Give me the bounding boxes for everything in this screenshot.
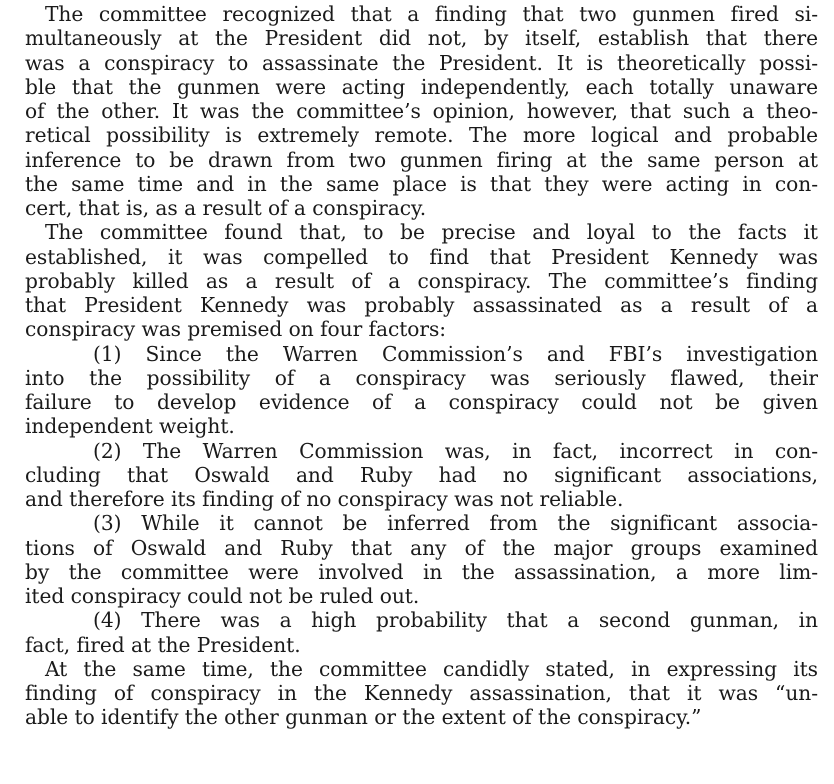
text-line: failure to develop evidence of a conspiracy could not be given	[25, 390, 818, 414]
list-item-factor-2	[25, 439, 818, 512]
text-line: established, it was compelled to find that President Kennedy was	[25, 244, 818, 269]
paragraph-two-gunmen	[25, 2, 818, 220]
text-line: that President Kennedy was probably assassinated as a result of a	[25, 293, 818, 317]
list-item-factor-1	[25, 342, 818, 439]
text-line: probably killed as a result of a conspiracy. The committee’s finding	[25, 268, 818, 293]
text-line: (2) The Warren Commission was, in fact, incorrect in con-	[93, 438, 818, 463]
text-line: by the committee were involved in the assassination, a more lim-	[25, 559, 818, 584]
text-line: (3) While it cannot be inferred from the significant associa-	[93, 511, 818, 536]
text-line: multaneously at the President did not, by itself, establish that there	[25, 26, 818, 51]
text-line: retical possibility is extremely remote. The more logical and probable	[25, 123, 818, 148]
text-line: (4) There was a high probability that a second gunman, in	[93, 608, 818, 633]
text-line: The committee recognized that a finding that two gunmen fired si-	[45, 2, 818, 26]
paragraph-candidly-stated	[25, 657, 818, 730]
text-line: At the same time, the committee candidly stated, in expressing its	[45, 656, 818, 681]
text-line: into the possibility of a conspiracy was seriously flawed, their	[25, 365, 818, 390]
text-line: cert, that is, as a result of a conspiracy.	[25, 196, 427, 220]
text-line: of the other. It was the committee’s opinion, however, that such a theo-	[25, 99, 818, 123]
text-line: finding of conspiracy in the Kennedy assassination, that it was “un-	[25, 681, 818, 705]
text-line: and therefore its finding of no conspiracy was not reliable.	[25, 487, 624, 511]
paragraph-committee-finding	[25, 220, 818, 341]
text-line: independent weight.	[25, 414, 235, 439]
text-line: tions of Oswald and Ruby that any of the major groups examined	[25, 535, 818, 560]
text-line: cluding that Oswald and Ruby had no significant associations,	[25, 462, 818, 487]
list-item-factor-4	[25, 608, 818, 657]
text-line: able to identify the other gunman or the extent of the conspiracy.”	[25, 705, 702, 730]
text-line: The committee found that, to be precise and loyal to the facts it	[45, 220, 818, 245]
text-line: (1) Since the Warren Commission’s and FBI’s investigation	[93, 341, 818, 366]
text-line: fact, fired at the President.	[25, 632, 301, 657]
list-item-factor-3	[25, 511, 818, 608]
text-line: ble that the gunmen were acting independently, each totally unaware	[25, 74, 818, 99]
text-line: inference to be drawn from two gunmen firing at the same person at	[25, 147, 818, 172]
text-line: ited conspiracy could not be ruled out.	[25, 584, 420, 608]
text-line: conspiracy was premised on four factors:	[25, 317, 447, 342]
text-line: the same time and in the same place is that they were acting in con-	[25, 171, 818, 196]
text-line: was a conspiracy to assassinate the President. It is theoretically possi-	[25, 50, 818, 75]
